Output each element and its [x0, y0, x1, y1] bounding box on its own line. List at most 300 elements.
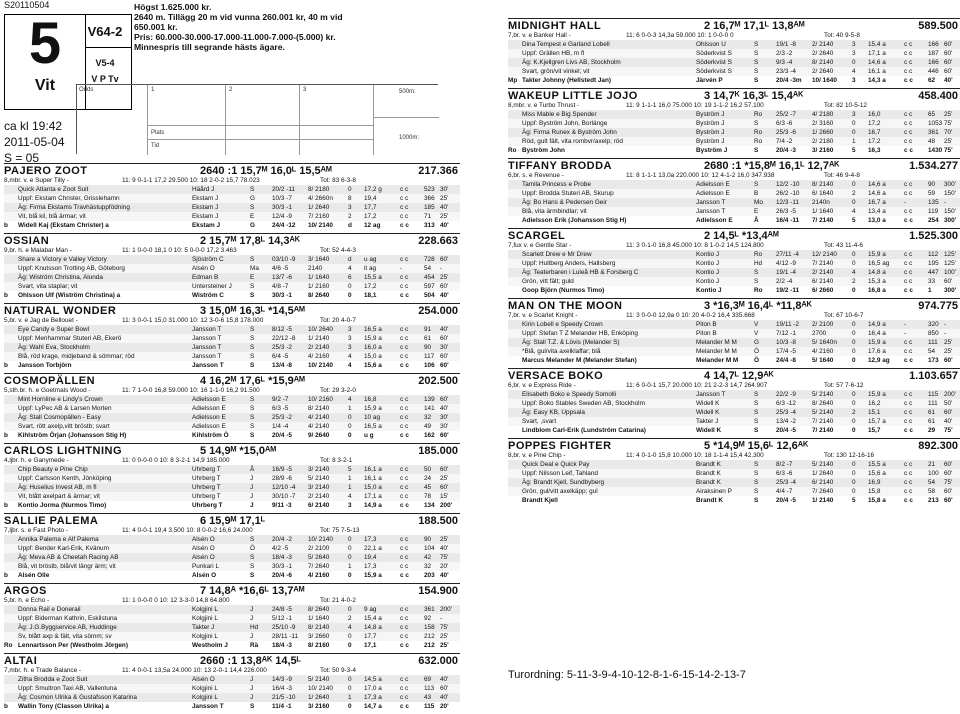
start-line-cell: Donna Rail e Donerail [18, 606, 81, 613]
race-info [4, 118, 74, 166]
start-line-cell: 15,0 a [364, 484, 382, 491]
start-line-cell: Järvén P [696, 77, 723, 84]
start-line-cell: S [754, 479, 759, 486]
start-line-cell: 254 [928, 217, 939, 224]
start-line-cell: 2140n [812, 199, 830, 206]
start-line [4, 413, 460, 422]
start-line-cell: 300' [944, 181, 956, 188]
start-line-cell: 0 [348, 606, 352, 613]
race-type: Vit [34, 77, 56, 94]
start-line-cell: 100' [944, 269, 956, 276]
start-line-cell: Melander M M [696, 357, 739, 364]
start-line-cell: Uppf: Hultberg Anders, Hallsberg [522, 260, 616, 267]
horse-description: 8,mbr. v. e Super Tilly - [4, 177, 69, 184]
start-line-cell: - [944, 330, 947, 337]
start-line-cell: S [754, 461, 759, 468]
start-line-cell: 12/3 -11 [776, 199, 799, 206]
start-line-cell: 104 [424, 545, 435, 552]
start-line-cell: Uppf: Nilsson Leif, Tahland [522, 470, 598, 477]
start-line-cell: 0 [348, 414, 352, 421]
start-line-cell: 5/ 2140 [812, 391, 834, 398]
start-line-cell: 25' [440, 195, 449, 202]
start-line-cell: 20/4 -3m [776, 77, 802, 84]
start-line-cell: 6/ 1640 [812, 190, 834, 197]
horse-name: CARLOS LIGHTNING [4, 445, 122, 457]
horse-stats: 11: 1 0-0-0 0 10: 12 3-3-0 14,8 64.800 [122, 597, 230, 604]
start-line [4, 544, 460, 553]
start-line-cell: 14,8 a [868, 269, 886, 276]
race-date: 2011-05-04 [4, 135, 65, 149]
start-line-cell: Äg: Brandt Kjell, Sundbyberg [522, 479, 605, 486]
start-line-cell: Elisabeth Boko e Speedy Somolli [522, 391, 617, 398]
start-line-cell: 6/ 2140 [308, 502, 330, 509]
start-line-cell: 2/ 2100 [308, 545, 330, 552]
start-line-cell: 7/12 -1 [776, 330, 796, 337]
start-line-cell: Annika Palema e Alf Palema [18, 536, 99, 543]
start-line-cell: 25' [944, 348, 953, 355]
start-line-cell: S [754, 409, 759, 416]
start-line-cell: Takter J [192, 624, 215, 631]
start-line-cell: Miss Mable e Big Spender [522, 111, 597, 118]
start-line-cell: 6/ 2140 [812, 278, 834, 285]
start-line-cell: 17,1 [364, 642, 377, 649]
start-line-cell: 150' [944, 208, 956, 215]
start-line-cell: S [250, 423, 255, 430]
divider [147, 85, 148, 155]
bet-type-vptv: V P Tv [91, 74, 119, 84]
start-line-cell: 29 [928, 427, 936, 434]
start-line-cell: 0 [852, 400, 856, 407]
start-line-cell: 17,2 [364, 213, 377, 220]
horse-body [508, 390, 960, 435]
start-line-cell: c c [904, 260, 913, 267]
start-line-cell: Svart, ,svart [522, 418, 557, 425]
horse-earnings: 228.663 [418, 235, 458, 247]
start-line-cell: G [250, 222, 255, 229]
start-line-cell: 112 [928, 251, 939, 258]
start-line-cell: Hd [754, 260, 763, 267]
horse-header [508, 18, 960, 31]
start-line-cell: 313 [424, 222, 435, 229]
start-line-cell: 40' [440, 204, 449, 211]
horse-total: Tot: 29 3-2-0 [320, 387, 356, 394]
start-line [4, 562, 460, 571]
start-line-cell: b [4, 502, 8, 509]
start-line-cell: Uppf: Boko Stables Sweden AB, Stockholm [522, 400, 645, 407]
horse-summary [4, 246, 460, 255]
start-line-cell: 50' [944, 400, 953, 407]
start-line-cell: 61 [928, 418, 936, 425]
start-line [508, 110, 960, 119]
horse-entry [508, 18, 960, 85]
start-line-cell: 6/3 -6 [776, 120, 793, 127]
condition-line: Högst 1.625.000 kr. [134, 2, 212, 12]
start-line-cell: Ekstam J [192, 222, 221, 229]
start-line-cell: 7/ 2140 [812, 427, 834, 434]
col-2-label: 2 [229, 87, 233, 93]
start-line [508, 390, 960, 399]
start-line-cell: 4/ 2160 [812, 348, 834, 355]
start-line-cell: 20/4 -6 [272, 572, 292, 579]
start-line-cell: 0 [852, 129, 856, 136]
start-line-cell: S [754, 59, 759, 66]
start-line-cell: Marcus Melander M (Melander Stefan) [522, 357, 637, 364]
start-line-cell: 61 [424, 335, 432, 342]
start-line-cell: Byström J [696, 120, 725, 127]
start-line-cell: 16,5 ag [868, 260, 890, 267]
start-line-cell: Blå, vit bröstb, blå/vit längr ärm; vit [18, 563, 116, 570]
start-line-cell: 20/4 -5 [272, 432, 292, 439]
start-line-cell: S [250, 186, 255, 193]
start-line-cell: 1/ 2160 [308, 283, 330, 290]
start-line-cell: 32 [424, 414, 432, 421]
start-line-cell: 15,4 a [364, 615, 382, 622]
start-line-cell: 40' [944, 77, 953, 84]
start-line-cell: c c [400, 204, 409, 211]
horse-entry [4, 373, 460, 440]
horse-body [508, 40, 960, 85]
start-line-cell: 0 [852, 287, 856, 294]
start-line-cell: 5/ 2140 [308, 676, 330, 683]
horse-header [4, 163, 460, 176]
horse-name: OSSIAN [4, 235, 50, 247]
start-line-cell: Ro [754, 138, 763, 145]
start-line-cell: Äg: Teaterbaren i Luleå HB & Forsberg C [522, 269, 639, 276]
col-1-label: 1 [151, 87, 155, 93]
start-line-cell: B [754, 190, 759, 197]
start-line-cell: Äg: Wiström Christina, Alunda [18, 274, 103, 281]
start-line-cell: 60' [440, 256, 449, 263]
horse-body [508, 250, 960, 295]
start-line-cell: c c [400, 283, 409, 290]
start-line-cell: 14,9 a [868, 321, 886, 328]
horse-description: 6,br. v. e Express Ride - [508, 382, 576, 389]
start-line-cell: E [250, 274, 255, 281]
start-line-cell: 320 [928, 321, 939, 328]
horse-body [4, 255, 460, 300]
start-line-cell: 5 [852, 147, 856, 154]
start-line-cell: 1/ 1640 [308, 274, 330, 281]
start-line-cell: 203 [424, 572, 435, 579]
horse-name: MIDNIGHT HALL [508, 20, 602, 32]
start-line-cell: c c [400, 536, 409, 543]
start-line-cell: 16,1 a [364, 466, 382, 473]
start-line-cell: 1/ 2660 [812, 129, 834, 136]
start-line-cell: 213 [928, 497, 939, 504]
start-line-cell: 03/10 -9 [272, 256, 296, 263]
start-line-cell: c c [400, 432, 409, 439]
start-line [4, 553, 460, 562]
start-line-cell: 4 [852, 68, 856, 75]
start-line [4, 492, 460, 501]
start-line-cell: 10/3 -7 [272, 195, 292, 202]
horse-stats: 11: 3 0-1-0 16,8 45.000 10: 8 1-0-2 14,5 124.800 [626, 242, 764, 249]
start-line-cell: 16,1 a [868, 68, 886, 75]
start-line-cell: 25/10 -9 [272, 624, 296, 631]
start-line-cell: 3/ 1640 [308, 256, 330, 263]
horse-name: POPPES FIGHTER [508, 440, 612, 452]
start-line-cell: 26/3 -5 [776, 208, 796, 215]
start-line [508, 146, 960, 155]
start-line-cell: Byström J [696, 147, 728, 154]
start-line-cell: Adielsson E [696, 181, 730, 188]
horse-description: 9,br. h. e Malabar Man - [4, 247, 72, 254]
start-line-cell: 0 [348, 186, 352, 193]
start-line [4, 395, 460, 404]
horse-total: Tot: 52 4-4-3 [320, 247, 356, 254]
start-line-cell: Ohlsson Ulf (Wiström Christina) a [18, 292, 121, 299]
start-line-cell: Uppf: Ekstam Christer, Grisslehamn [18, 195, 120, 202]
start-line-cell: Å [754, 217, 759, 224]
horse-entry [4, 303, 460, 370]
start-line-cell: S [250, 204, 255, 211]
start-line-cell: 8/ 2640 [308, 292, 330, 299]
start-line-cell: Jansson T [192, 703, 224, 710]
start-line-cell: 12 ag [364, 222, 381, 229]
start-line-cell: 20' [440, 563, 449, 570]
start-line-cell: 1/4 -4 [272, 423, 289, 430]
start-line-cell: 25/2 -7 [776, 111, 796, 118]
start-line-cell: Kontio J [696, 269, 720, 276]
start-line-cell: Ro [508, 147, 517, 154]
horse-total: Tot: 8 3-2-1 [320, 457, 353, 464]
start-line-cell: c c [904, 479, 913, 486]
start-line-cell: 20/4 -5 [776, 427, 796, 434]
start-line-cell: 60' [944, 278, 953, 285]
start-line-cell: 60' [944, 409, 953, 416]
start-line-cell: c c [904, 111, 913, 118]
start-line-cell: 2 [348, 213, 352, 220]
start-line-cell: d [348, 256, 352, 263]
start-line-cell: 60' [944, 497, 953, 504]
start-line-cell: J [250, 676, 254, 683]
start-line-cell: Kolgjini L [192, 633, 218, 640]
start-line [4, 361, 460, 370]
start-line-cell: c c [904, 41, 913, 48]
start-line-cell: 48 [928, 138, 936, 145]
start-line-cell: S [250, 353, 255, 360]
start-line-cell: 15,9 a [364, 335, 382, 342]
start-line-cell: 13,4 a [868, 208, 886, 215]
start-line-cell: - [440, 265, 443, 272]
start-line-cell: 158 [424, 624, 435, 631]
start-line-cell: 22/2 -9 [776, 391, 796, 398]
start-line-cell: 4/8 -7 [272, 283, 289, 290]
start-line-cell: Äg: Bo Hans & Pedersen Geir [522, 199, 607, 206]
start-line [4, 465, 460, 474]
start-line-cell: 40' [440, 326, 449, 333]
start-line-cell: 3 [852, 41, 856, 48]
horse-earnings: 185.000 [418, 445, 458, 457]
start-line-cell: Untersteiner J [192, 283, 232, 290]
start-line-cell: 25/3 -2 [272, 414, 292, 421]
start-line-cell: Röd, gult fält, vita rombvr/axelp; röd [522, 138, 623, 145]
start-line-cell: 4/ 2180 [812, 111, 834, 118]
start-line-cell: Takter J [696, 418, 719, 425]
start-line-cell: 30' [440, 414, 449, 421]
start-line-cell: Uhrberg T [192, 484, 221, 491]
start-line-cell: S [250, 362, 255, 369]
start-line-cell: Vit, blå kil, blå ärmar; vit [18, 213, 86, 220]
start-line-cell: 447 [928, 269, 939, 276]
start-line [508, 128, 960, 137]
start-line-cell: Kontio Jorma (Nurmos Timo) [18, 502, 107, 509]
start-line-cell: S [754, 278, 759, 285]
start-line-cell: Äg: Wahl Eva, Stockholm [18, 344, 90, 351]
start-line-cell: Grön, gul/vitt axelkäpp; gul [522, 488, 598, 495]
start-line-cell: 17,1 a [364, 493, 382, 500]
start-line-cell: 2/ 2100 [812, 321, 834, 328]
start-line-cell: 150' [944, 190, 956, 197]
start-line-cell: 166 [928, 41, 939, 48]
start-line-cell: 15,4 a [868, 41, 886, 48]
start-line-cell: Å [250, 466, 255, 473]
start-line-cell: S [754, 427, 759, 434]
horse-total: Tot: 75 7-5-13 [320, 527, 360, 534]
start-line-cell: 60' [440, 396, 449, 403]
start-line-cell: Vit, blått axelpart & ärmar; vit [18, 493, 100, 500]
horse-record: 2680 :1 *15,8ᴹ 16,1ᴸ 12,7ᴬᴷ [704, 160, 840, 172]
start-line-cell: 0 [348, 423, 352, 430]
start-line-cell: 60' [944, 488, 953, 495]
start-line-cell: S [250, 405, 255, 412]
start-line-cell: 17,7 [364, 633, 377, 640]
start-line-cell: c c [400, 414, 409, 421]
start-line-cell: 16,9 [868, 479, 881, 486]
start-line-cell: Äg: Firma Ekstams Travhästuppfödning [18, 204, 130, 211]
start-line-cell: Alsén Olle [18, 572, 50, 579]
start-line [508, 487, 960, 496]
start-line-cell: c c [400, 326, 409, 333]
horse-earnings: 1.103.657 [909, 370, 958, 382]
start-line-cell: 23/3 -4 [776, 68, 796, 75]
start-line-cell: Ekstam J [192, 195, 219, 202]
start-line-cell: Jansson T [192, 344, 222, 351]
start-line-cell: Lennartsson Per (Westholm Jörgen) [18, 642, 128, 649]
start-line-cell: 0 [348, 642, 352, 649]
horse-summary [4, 316, 460, 325]
start-line-cell: 0 [852, 427, 856, 434]
start-line-cell: 3 [348, 204, 352, 211]
start-line [4, 404, 460, 413]
start-line-cell: Jansson T [192, 335, 222, 342]
start-line-cell: 8/ 2140 [308, 624, 330, 631]
start-line-cell: Byström John [522, 147, 565, 154]
start-line [508, 58, 960, 67]
start-line-cell: 300' [944, 217, 957, 224]
start-line-cell: 8/2 -7 [776, 461, 793, 468]
start-line-cell: 28/9 -6 [272, 475, 292, 482]
start-line-cell: Äg: Huselius Invest AB, m fl [18, 484, 97, 491]
start-line-cell: Blå, vita ärmbindlar; vit [522, 208, 587, 215]
start-line [4, 571, 460, 580]
start-line-cell: 19/2 -11 [776, 287, 800, 294]
start-line-cell: 15,5 a [868, 461, 886, 468]
start-line-cell: 0 [852, 479, 856, 486]
start-line-cell: c c [400, 554, 409, 561]
divider [147, 125, 373, 126]
horse-summary [508, 101, 960, 110]
start-line-cell: 10/ 2140 [308, 536, 333, 543]
start-line-cell: 78 [424, 493, 432, 500]
start-line-cell: c c [904, 418, 913, 425]
start-line-cell: c c [400, 274, 409, 281]
start-line-cell: 2 [852, 278, 856, 285]
start-line-cell: 3 [348, 326, 352, 333]
start-line-cell: Ro [754, 287, 763, 294]
start-line-cell: 25' [440, 475, 449, 482]
start-line-cell: Söderkvist S [696, 59, 732, 66]
start-line-cell: Widell K [696, 400, 720, 407]
start-line-cell: b [4, 572, 8, 579]
start-line-cell: 10/ 2140 [308, 362, 333, 369]
start-line-cell: 113 [424, 685, 435, 692]
start-line-cell: 60' [440, 484, 449, 491]
start-line-cell: Ekstam J [192, 204, 219, 211]
start-line-cell: 115 [928, 391, 939, 398]
start-line-cell: 4 [348, 396, 352, 403]
start-line-cell: 16,8 [364, 396, 377, 403]
horse-body [4, 185, 460, 230]
start-line-cell: 15,7 [868, 427, 881, 434]
start-line-cell: 300' [944, 287, 957, 294]
start-line-cell: 361 [928, 129, 939, 136]
start-line-cell: Ekstam J [192, 213, 219, 220]
start-line-cell: c c [400, 694, 409, 701]
start-line-cell: c c [400, 344, 409, 351]
start-line-cell: 135 [928, 199, 939, 206]
start-line-cell: Byström J [696, 129, 725, 136]
horse-description: 8,br. v. e Pine Chip - [508, 452, 566, 459]
start-line-cell: S [754, 120, 759, 127]
start-line-cell: 40' [440, 405, 449, 412]
horse-stats: 11: 6 0-0-1 15,7 20.000 10: 21 2-2-3 14,7 264.907 [626, 382, 768, 389]
start-line [508, 119, 960, 128]
start-line-cell: 16/9 -5 [272, 466, 292, 473]
start-line-cell: 90 [424, 344, 432, 351]
start-line [4, 623, 460, 632]
start-line [4, 431, 460, 440]
start-line-cell: Edman B [192, 274, 219, 281]
start-line-cell: 25' [440, 633, 449, 640]
start-line-cell: Äg: K.Kjellgren Livs AB, Stockholm [522, 59, 621, 66]
horse-summary [508, 381, 960, 390]
divider [147, 139, 373, 140]
start-line-cell: 106 [424, 362, 435, 369]
start-line-cell: Häård J [192, 186, 215, 193]
start-line-cell: 10/ 2140 [308, 222, 333, 229]
start-line-cell: c c [904, 251, 913, 258]
start-line [4, 203, 460, 212]
start-line-cell: 60' [944, 470, 953, 477]
divider [85, 47, 131, 48]
start-line-cell: 3/ 2140 [308, 484, 330, 491]
start-line [508, 469, 960, 478]
start-line-cell: Eye Candy e Super Bowl [18, 326, 90, 333]
horse-stats: 11: 3 0-0-0 12,9a 0 10: 20 4-0-2 16,4 335.668 [626, 312, 755, 319]
start-line-cell: c c [400, 256, 409, 263]
horse-stats: 11: 9 1-1-1 16,0 75.000 10: 19 1-1-2 16,2 57.100 [626, 102, 764, 109]
start-line-cell: 11/4 -1 [272, 703, 292, 710]
start-line-cell: c c [904, 287, 913, 294]
start-line-cell: 597 [424, 283, 435, 290]
start-line-cell: Äg: J.G.Byggservice AB, Huddinge [18, 624, 117, 631]
start-line-cell: b [4, 292, 8, 299]
horse-body [4, 325, 460, 370]
start-line [508, 277, 960, 286]
start-line-cell: - [944, 199, 947, 206]
start-line-cell: 8/ 2140 [308, 405, 330, 412]
